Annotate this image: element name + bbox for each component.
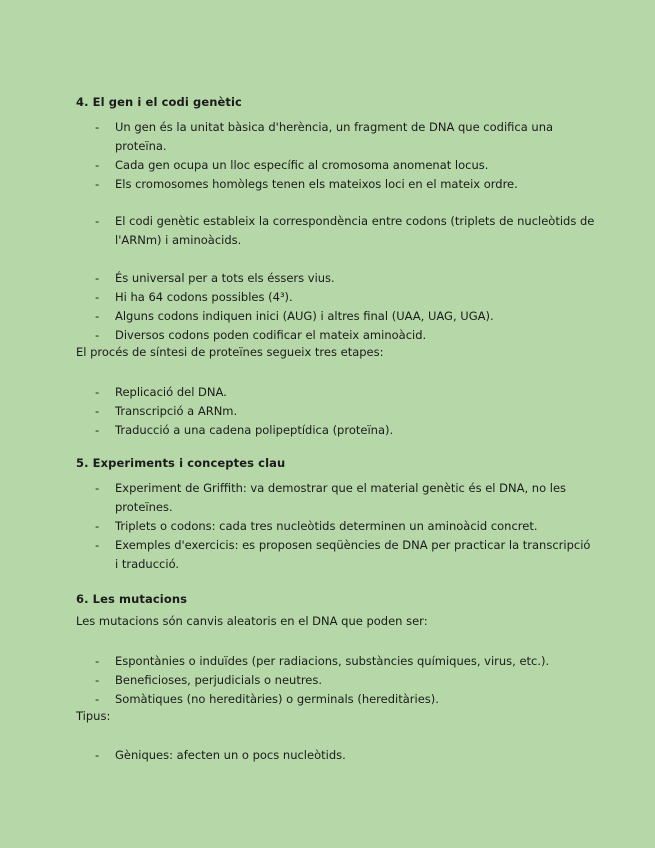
- bullet-dash: -: [95, 385, 100, 399]
- list-item: [95, 269, 595, 288]
- list-item-text: Cada gen ocupa un lloc específic al cromosoma anomenat locus.: [115, 158, 489, 172]
- list-item-text: Un gen és la unitat bàsica d'herència, un fragment de DNA que codifica una proteïna.: [115, 120, 554, 153]
- bullet-dash: -: [95, 309, 100, 323]
- list-item: [95, 175, 595, 194]
- list-item-text: Els cromosomes homòlegs tenen els mateixos loci en el mateix ordre.: [115, 177, 518, 191]
- bullet-dash: -: [95, 423, 100, 437]
- bullet-dash: -: [95, 673, 100, 687]
- list-item-text: Exemples d'exercicis: es proposen seqüències de DNA per practicar la transcripció i traducció.: [115, 538, 591, 571]
- list-item: [95, 288, 595, 307]
- list-item-text: És universal per a tots els éssers vius.: [115, 271, 335, 285]
- list-item: [95, 690, 595, 709]
- list-item-text: Transcripció a ARNm.: [115, 404, 238, 418]
- list-item: [95, 671, 595, 690]
- list-item: [95, 307, 595, 326]
- bullet-dash: -: [95, 271, 100, 285]
- list-item-text: Espontànies o induïdes (per radiacions, substàncies químiques, virus, etc.).: [115, 654, 550, 668]
- list-item: [95, 421, 595, 440]
- list-item: [95, 383, 595, 402]
- list-item-text: Experiment de Griffith: va demostrar que el material genètic és el DNA, no les proteïnes.: [115, 481, 567, 514]
- list-item: [95, 746, 595, 765]
- section-4-heading: 4. El gen i el codi genètic: [76, 95, 242, 109]
- list-item: [95, 156, 595, 175]
- list-item: [95, 517, 595, 536]
- section-6-heading: 6. Les mutacions: [76, 592, 188, 606]
- list-item-text: Gèniques: afecten un o pocs nucleòtids.: [115, 748, 346, 762]
- bullet-dash: -: [95, 748, 100, 762]
- list-item: [95, 479, 595, 517]
- paragraph-text: El procés de síntesi de proteïnes segueix tres etapes:: [76, 345, 384, 359]
- bullet-dash: -: [95, 328, 100, 342]
- bullet-dash: -: [95, 177, 100, 191]
- list-item-text: Traducció a una cadena polipeptídica (proteïna).: [115, 423, 394, 437]
- bullet-dash: -: [95, 214, 100, 228]
- list-item-text: Alguns codons indiquen inici (AUG) i altres final (UAA, UAG, UGA).: [115, 309, 494, 323]
- bullet-dash: -: [95, 538, 100, 552]
- list-item: [95, 118, 595, 156]
- bullet-dash: -: [95, 692, 100, 706]
- list-item: [95, 326, 595, 345]
- list-item: [95, 402, 595, 421]
- list-item-text: Somàtiques (no hereditàries) o germinals (hereditàries).: [115, 692, 439, 706]
- paragraph-text: Les mutacions són canvis aleatoris en el DNA que poden ser:: [76, 614, 428, 628]
- bullet-dash: -: [95, 290, 100, 304]
- bullet-dash: -: [95, 519, 100, 533]
- section-5-heading: 5. Experiments i conceptes clau: [76, 456, 286, 470]
- list-item-text: Triplets o codons: cada tres nucleòtids determinen un aminoàcid concret.: [115, 519, 538, 533]
- list-item-text: Replicació del DNA.: [115, 385, 227, 399]
- list-item-text: Beneficioses, perjudicials o neutres.: [115, 673, 323, 687]
- list-item-text: Diversos codons poden codificar el mateix aminoàcid.: [115, 328, 427, 342]
- bullet-dash: -: [95, 158, 100, 172]
- list-item: [95, 536, 595, 574]
- list-item: [95, 652, 595, 671]
- bullet-dash: -: [95, 654, 100, 668]
- bullet-dash: -: [95, 481, 100, 495]
- bullet-dash: -: [95, 404, 100, 418]
- list-item: [95, 212, 595, 250]
- list-item-text: Hi ha 64 codons possibles (4³).: [115, 290, 293, 304]
- list-item-text: El codi genètic estableix la correspondència entre codons (triplets de nucleòtids de l'ARNm) i aminoàcids.: [115, 214, 595, 247]
- paragraph-text: Tipus:: [76, 709, 111, 723]
- bullet-dash: -: [95, 120, 100, 134]
